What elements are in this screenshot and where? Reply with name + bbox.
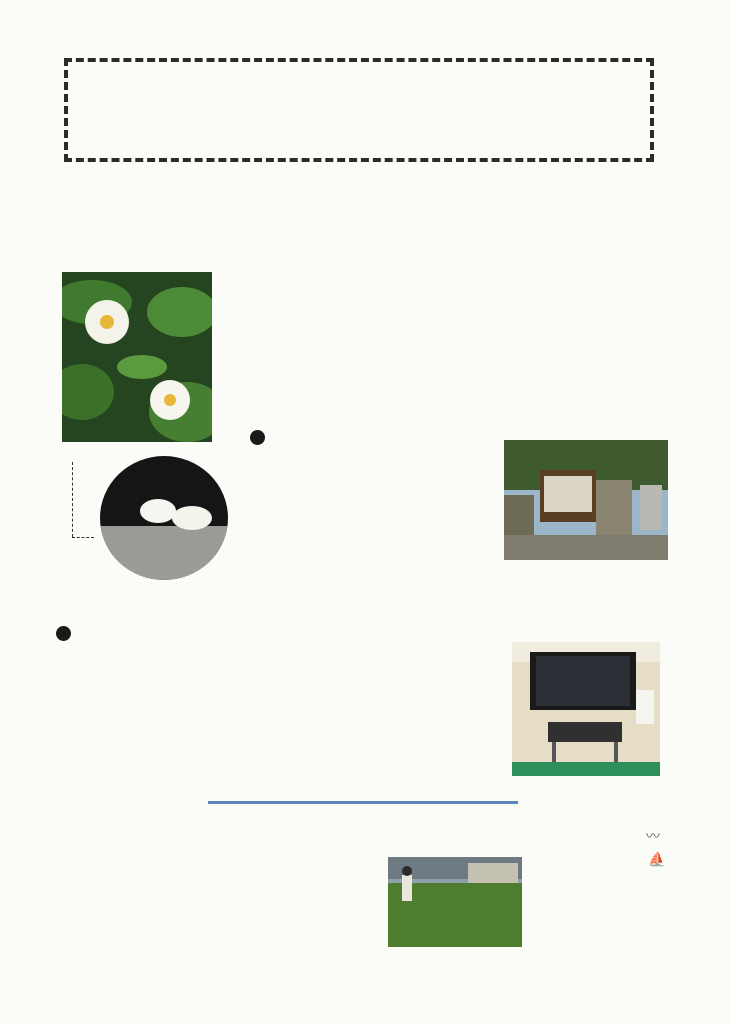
section2-heading: [56, 626, 73, 646]
bulletin-board-photo: [504, 440, 668, 560]
grass-cutting-photo: [388, 857, 522, 947]
fallen-flower-photo: [100, 456, 228, 580]
camellia-photo-icon: [62, 272, 212, 442]
masthead-frame: [64, 58, 654, 162]
flower-photo: [62, 272, 212, 442]
section1-heading: [250, 430, 267, 450]
gull-icon: 〰: [646, 829, 660, 845]
fallen-flower-icon: [100, 456, 228, 580]
grass-cutting-icon: [388, 857, 522, 947]
tv-monitor-icon: [512, 642, 660, 776]
bulletin-board-icon: [504, 440, 668, 560]
tv-photo: [512, 642, 660, 776]
section-divider: [208, 801, 518, 804]
arrow-line: [72, 462, 74, 537]
arrow-line-h: [72, 537, 94, 539]
section1-text-upper: [284, 449, 496, 557]
boat-icon: ⛵: [648, 852, 666, 868]
